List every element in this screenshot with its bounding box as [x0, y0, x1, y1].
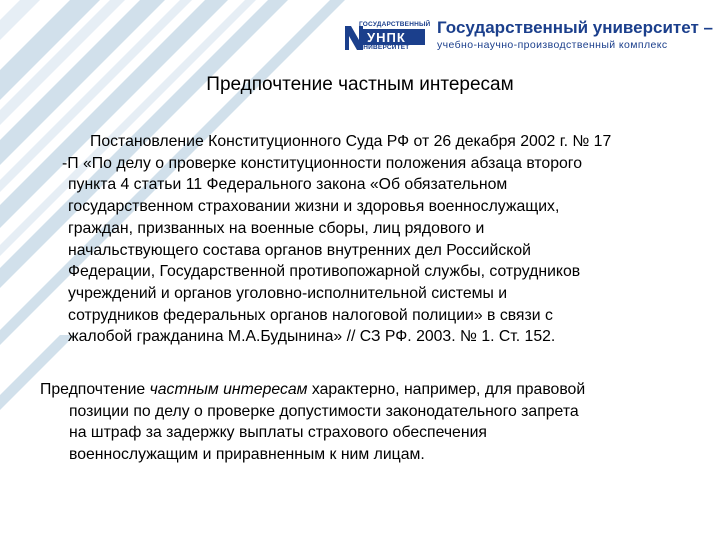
paragraph-line: на штраф за задержку выплаты страхового обеспечения	[69, 424, 487, 442]
paragraph-line: государственном страховании жизни и здоровья военнослужащих,	[68, 198, 560, 216]
paragraph-first-line	[40, 379, 690, 401]
paragraph-line: пункта 4 статьи 11 Федерального закона «Об обязательном	[68, 176, 508, 194]
slide-title	[0, 74, 720, 96]
paragraph-prefix: Предпочтение	[40, 381, 150, 398]
paragraph-line: Постановление Конституционного Суда РФ от 26 декабря 2002 г. № 17	[90, 133, 612, 150]
paragraph-line: военнослужащим и приравненным к ним лицам.	[69, 446, 425, 464]
paragraph-resolution	[62, 131, 684, 348]
paragraph-line: граждан, призванных на военные сборы, лиц рядового и	[68, 219, 485, 237]
logo-mark-line2: УНПК	[367, 30, 406, 45]
logo-mark-line1: ГОСУДАРСТВЕННЫЙ	[359, 21, 431, 28]
university-logo	[345, 18, 713, 54]
logo-name: Государственный университет –	[437, 18, 713, 37]
paragraph-line: учреждений и органов уголовно-исполнительной системы и	[68, 284, 508, 302]
paragraph-line: сотрудников федеральных органов налоговой полиции» в связи с	[68, 306, 553, 324]
paragraph-line: позиции по делу о проверке допустимости законодательного запрета	[69, 402, 579, 420]
paragraph-line: -П «По делу о проверке конституционности положения абзаца второго	[62, 154, 582, 172]
slide-title-text: Предпочтение частным интересам	[206, 74, 514, 95]
logo-mark-line3: УНИВЕРСИТЕТ	[359, 44, 410, 51]
paragraph-italic-phrase: частным интересам	[149, 381, 308, 398]
paragraph-suffix: характерно, например, для правовой	[307, 381, 586, 398]
logo-subtitle: учебно-научно-производственный комплекс	[437, 39, 668, 51]
paragraph-line: жалобой гражданина М.А.Будынина» // СЗ РФ. 2003. № 1. Ст. 152.	[68, 328, 556, 346]
paragraph-preference	[40, 379, 690, 466]
paragraph-line: Федерации, Государственной противопожарной службы, сотрудников	[68, 263, 581, 281]
logo-mark	[345, 20, 431, 52]
paragraph-line: начальствующего состава органов внутренних дел Российской	[68, 241, 531, 259]
